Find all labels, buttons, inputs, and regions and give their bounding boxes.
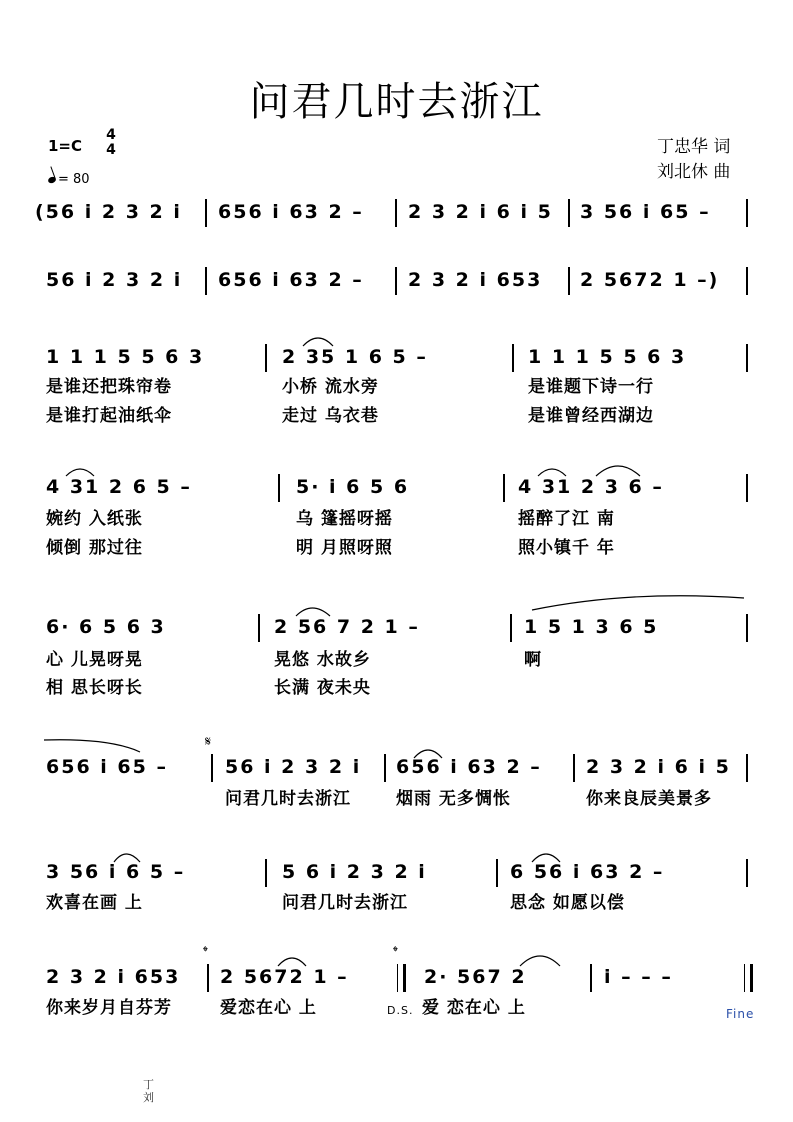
composer-credit: 刘北休 曲 bbox=[657, 162, 731, 182]
measure: 2 5672 1 –) bbox=[580, 269, 720, 291]
measure: 4 31 2 6 5 – bbox=[46, 476, 192, 498]
measure: 2 3 2 i 6 i 5 bbox=[586, 756, 731, 778]
lyric-line-2: 倾倒 那过往 bbox=[46, 538, 143, 558]
measure: 2 35 1 6 5 – bbox=[282, 346, 428, 368]
measure: 6 56 i 63 2 – bbox=[510, 861, 665, 883]
ds-marking: D.S. bbox=[387, 1004, 414, 1017]
lyric-line-2: 是谁曾经西湖边 bbox=[528, 406, 654, 426]
segno-icon: 𝄋 bbox=[205, 734, 212, 750]
slur-arc bbox=[303, 338, 333, 346]
slur-arc bbox=[66, 469, 94, 476]
lyric-line-2: 明 月照呀照 bbox=[296, 538, 393, 558]
measure: 6· 6 5 6 3 bbox=[46, 616, 166, 638]
lyric-line-1: 问君几时去浙江 bbox=[225, 789, 351, 809]
lyric-line-2: 长满 夜未央 bbox=[274, 678, 371, 698]
lyric-line-1: 乌 篷摇呀摇 bbox=[296, 509, 393, 529]
slur-arc bbox=[278, 958, 306, 966]
measure: i – – – bbox=[604, 966, 673, 988]
key-signature: 1=C bbox=[48, 137, 83, 155]
lyric-line-1: 你来良辰美景多 bbox=[586, 789, 712, 809]
lyric-line-1: 问君几时去浙江 bbox=[282, 893, 408, 913]
footer-text bbox=[143, 1078, 154, 1104]
footer-line: 刘 bbox=[143, 1091, 154, 1104]
measure: 1 5 1 3 6 5 bbox=[524, 616, 659, 638]
time-signature-top: 4 bbox=[106, 127, 116, 143]
measure: 1 1 1 5 5 6 3 bbox=[528, 346, 687, 368]
lyric-line-1: 晃悠 水故乡 bbox=[274, 650, 371, 670]
slur-arc bbox=[414, 750, 442, 758]
coda-icon: 𝄌 bbox=[393, 944, 398, 960]
measure: 2 3 2 i 6 i 5 bbox=[408, 201, 553, 223]
lyricist-credit: 丁忠华 词 bbox=[657, 137, 731, 157]
time-signature-bottom: 4 bbox=[106, 142, 116, 158]
lyric-line-2: 是谁打起油纸伞 bbox=[46, 406, 172, 426]
lyric-line-2: 走过 乌衣巷 bbox=[282, 406, 379, 426]
tempo-text: = 80 bbox=[58, 172, 90, 187]
measure: 2 5672 1 – bbox=[220, 966, 349, 988]
measure: 2· 567 2 bbox=[424, 966, 527, 988]
lyric-line-2: 相 思长呀长 bbox=[46, 678, 143, 698]
measure: 2 3 2 i 653 bbox=[46, 966, 181, 988]
lyric-line-1: 烟雨 无多惆怅 bbox=[396, 789, 511, 809]
measure: 2 3 2 i 653 bbox=[408, 269, 543, 291]
measure: 656 i 63 2 – bbox=[218, 201, 364, 223]
footer-line: 丁 bbox=[143, 1078, 154, 1091]
measure: 56 i 2 3 2 i bbox=[225, 756, 362, 778]
measure: 1 1 1 5 5 6 3 bbox=[46, 346, 205, 368]
slur-arc bbox=[532, 596, 744, 610]
lyric-line-2: 照小镇千 年 bbox=[518, 538, 615, 558]
lyric-line-1: 爱恋在心 上 bbox=[220, 998, 317, 1018]
measure: (56 i 2 3 2 i bbox=[35, 201, 182, 223]
measure: 56 i 2 3 2 i bbox=[46, 269, 183, 291]
lyric-line-1: 是谁还把珠帘卷 bbox=[46, 377, 172, 397]
slur-arc bbox=[44, 740, 140, 752]
lyric-line-1: 思念 如愿以偿 bbox=[510, 893, 625, 913]
lyric-line-1: 啊 bbox=[524, 650, 542, 670]
lyric-line-1: 爱 恋在心 上 bbox=[422, 998, 526, 1018]
measure: 5 6 i 2 3 2 i bbox=[282, 861, 427, 883]
lyric-line-1: 是谁题下诗一行 bbox=[528, 377, 654, 397]
measure: 5· i 6 5 6 bbox=[296, 476, 410, 498]
slur-arc bbox=[114, 854, 140, 862]
measure: 3 56 i 65 – bbox=[580, 201, 711, 223]
coda-icon: 𝄌 bbox=[203, 944, 208, 960]
lyric-line-1: 婉约 入纸张 bbox=[46, 509, 143, 529]
slur-arc bbox=[296, 608, 330, 616]
fine-marking: Fine bbox=[726, 1007, 755, 1021]
page-title: 问君几时去浙江 bbox=[249, 79, 544, 125]
lyric-line-1: 心 儿晃呀晃 bbox=[46, 650, 143, 670]
measure: 656 i 63 2 – bbox=[396, 756, 542, 778]
lyric-line-1: 欢喜在画 上 bbox=[46, 893, 143, 913]
measure: 4 31 2 3 6 – bbox=[518, 476, 664, 498]
lyric-line-1: 摇醉了江 南 bbox=[518, 509, 615, 529]
slur-arc bbox=[538, 469, 566, 476]
measure: 656 i 65 – bbox=[46, 756, 168, 778]
lyric-line-1: 小桥 流水旁 bbox=[282, 377, 379, 397]
measure: 3 56 i 6 5 – bbox=[46, 861, 186, 883]
slur-arc bbox=[520, 956, 560, 966]
slur-arc bbox=[532, 854, 560, 862]
slur-arc bbox=[596, 466, 640, 476]
measure: 656 i 63 2 – bbox=[218, 269, 364, 291]
measure: 2 56 7 2 1 – bbox=[274, 616, 420, 638]
lyric-line-1: 你来岁月自芬芳 bbox=[46, 998, 172, 1018]
